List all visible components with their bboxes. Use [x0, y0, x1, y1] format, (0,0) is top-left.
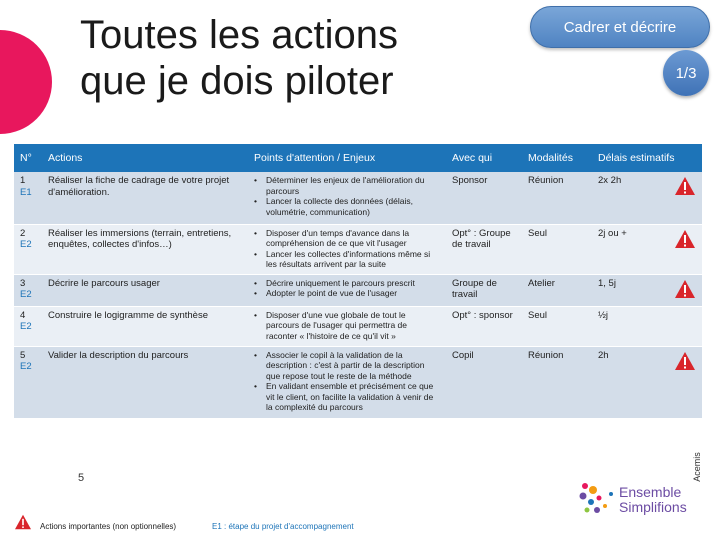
- page-title: [80, 12, 460, 104]
- cell-action: Décrire le parcours usager: [42, 274, 248, 306]
- table-header-row: [14, 144, 702, 172]
- column-header-points: Points d'attention / Enjeux: [248, 144, 446, 172]
- legend-important-text: Actions importantes (non optionnelles): [40, 522, 177, 531]
- decorative-pink-circle: [0, 30, 52, 134]
- cell-avec-qui: Groupe de travail: [446, 274, 522, 306]
- delais-value: 2h: [598, 349, 609, 361]
- cell-avec-qui: Copil: [446, 346, 522, 418]
- row-number: 2: [20, 227, 26, 239]
- cell-delais: [592, 172, 702, 224]
- point-item: • Disposer d'une vue globale de tout le parcours de l'usager qui permettra de raconter « l'histoire de ce qu'il vit »: [254, 310, 440, 342]
- cell-action: Valider la description du parcours: [42, 346, 248, 418]
- point-item: • Déterminer les enjeux de l'amélioration du parcours: [254, 175, 440, 196]
- row-etape: E2: [20, 289, 32, 300]
- point-item: • Lancer la collecte des données (délais, volumétrie, communication): [254, 196, 440, 217]
- logo-line-1: Ensemble: [619, 484, 682, 500]
- table-row: [14, 306, 702, 346]
- warning-triangle-icon: [674, 351, 696, 371]
- cell-delais: [592, 306, 702, 346]
- cell-num: [14, 224, 42, 274]
- cell-action: Réaliser les immersions (terrain, entretiens, enquêtes, collectes d'infos…): [42, 224, 248, 274]
- column-header-modalites: Modalités: [522, 144, 592, 172]
- actions-table: [14, 144, 702, 419]
- cell-avec-qui: Opt° : Groupe de travail: [446, 224, 522, 274]
- delais-value: 1, 5j: [598, 277, 616, 289]
- column-header-num: N°: [14, 144, 42, 172]
- table-row: [14, 172, 702, 224]
- vertical-credit-text: Acemis: [691, 452, 702, 482]
- cell-points: [248, 306, 446, 346]
- cell-points: [248, 346, 446, 418]
- legend-etape-text: E1 : étape du projet d'accompagnement: [212, 522, 354, 531]
- point-item: • Disposer d'un temps d'avance dans la compréhension de ce que vit l'usager: [254, 228, 440, 249]
- cell-points: [248, 274, 446, 306]
- point-item: • Associer le copil à la validation de la description : c'est à partir de la description que repose tout le reste de la méthode: [254, 350, 440, 382]
- cell-num: [14, 306, 42, 346]
- points-list: [254, 278, 440, 299]
- row-etape: E2: [20, 321, 32, 332]
- point-item: • Lancer les collectes d'informations même si les résultats arrivent par la suite: [254, 249, 440, 270]
- cell-num: [14, 346, 42, 418]
- row-etape: E2: [20, 361, 32, 372]
- title-line-1: Toutes les actions: [80, 13, 398, 57]
- legend-important-marker: [14, 514, 38, 530]
- logo-line-2: Simplifions: [619, 499, 687, 515]
- row-etape: E1: [20, 186, 32, 198]
- column-header-avec-qui: Avec qui: [446, 144, 522, 172]
- cell-avec-qui: Sponsor: [446, 172, 522, 224]
- warning-triangle-icon: [674, 229, 696, 249]
- column-header-actions: Actions: [42, 144, 248, 172]
- row-number: 1: [20, 175, 26, 186]
- points-list: [254, 350, 440, 413]
- cell-num: [14, 172, 42, 224]
- warning-triangle-icon: [674, 176, 696, 196]
- cell-modalites: Atelier: [522, 274, 592, 306]
- cell-avec-qui: Opt° : sponsor: [446, 306, 522, 346]
- cell-delais: [592, 224, 702, 274]
- row-number: 5: [20, 349, 26, 361]
- page-counter-badge: 1/3: [663, 50, 709, 96]
- point-item: • Décrire uniquement le parcours prescrit: [254, 278, 440, 289]
- point-item: • En validant ensemble et précisément ce que vit le client, on facilite la validation à venir de la complexité du parcours: [254, 381, 440, 413]
- table-row: [14, 224, 702, 274]
- delais-value: 2x 2h: [598, 175, 622, 186]
- row-etape: E2: [20, 239, 32, 250]
- column-header-delais: Délais estimatifs: [592, 144, 702, 172]
- points-list: [254, 175, 440, 217]
- cell-num: [14, 274, 42, 306]
- delais-value: 2j ou +: [598, 227, 627, 239]
- warning-triangle-icon: [14, 514, 32, 530]
- cell-modalites: Seul: [522, 306, 592, 346]
- cell-modalites: Réunion: [522, 346, 592, 418]
- cell-action: Réaliser la fiche de cadrage de votre projet d'amélioration.: [42, 172, 248, 224]
- point-item: • Adopter le point de vue de l'usager: [254, 288, 440, 299]
- row-number: 4: [20, 309, 26, 321]
- points-list: [254, 228, 440, 270]
- delais-value: ½j: [598, 309, 609, 321]
- table-row: [14, 346, 702, 418]
- warning-triangle-icon: [674, 279, 696, 299]
- cell-delais: [592, 274, 702, 306]
- phase-badge: Cadrer et décrire: [530, 6, 710, 48]
- table-row: [14, 274, 702, 306]
- cell-modalites: Seul: [522, 224, 592, 274]
- title-line-2: que je dois piloter: [80, 59, 394, 103]
- cell-delais: [592, 346, 702, 418]
- cell-action: Construire le logigramme de synthèse: [42, 306, 248, 346]
- page-number: 5: [78, 472, 85, 484]
- row-number: 3: [20, 277, 26, 289]
- cell-points: [248, 224, 446, 274]
- cell-modalites: Réunion: [522, 172, 592, 224]
- cell-points: [248, 172, 446, 224]
- points-list: [254, 310, 440, 342]
- logo-text: [619, 485, 687, 515]
